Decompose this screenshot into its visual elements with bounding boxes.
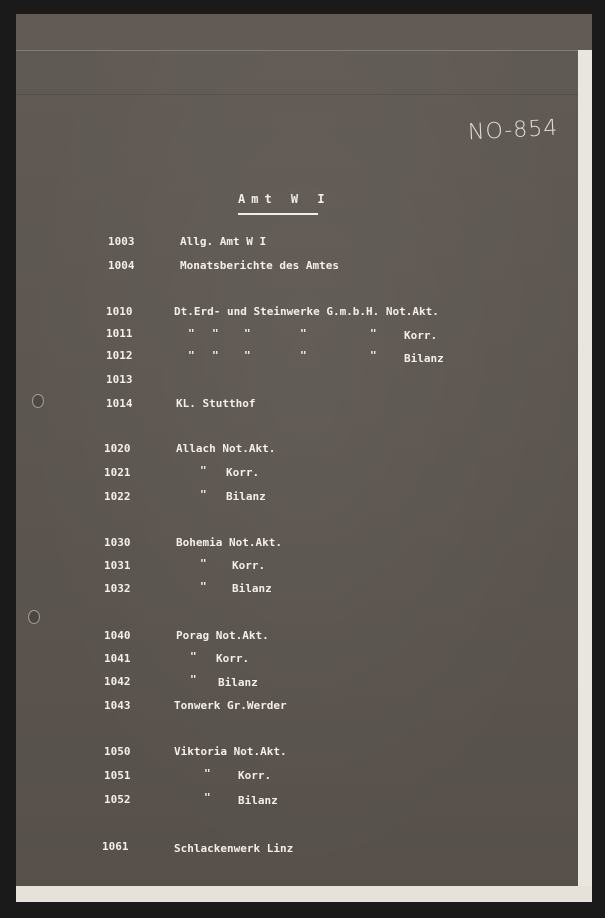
entry-code-1050: 1050 bbox=[104, 745, 131, 758]
ditto-mark: " bbox=[190, 650, 197, 663]
ditto-mark: " bbox=[300, 349, 307, 362]
entry-code-1032: 1032 bbox=[104, 582, 131, 595]
entry-code-1061: 1061 bbox=[102, 840, 129, 853]
punch-hole-lower bbox=[28, 610, 40, 624]
entry-code-1004: 1004 bbox=[108, 259, 135, 272]
ditto-mark: " bbox=[244, 327, 251, 340]
document-title: Amt W I bbox=[238, 192, 331, 206]
paper-right-edge bbox=[578, 50, 592, 902]
entry-text-1011: Korr. bbox=[404, 329, 438, 342]
entry-code-1011: 1011 bbox=[106, 327, 133, 340]
entry-code-1020: 1020 bbox=[104, 442, 131, 455]
entry-code-1031: 1031 bbox=[104, 559, 131, 572]
ditto-mark: " bbox=[188, 327, 195, 340]
entry-text-1020: Allach Not.Akt. bbox=[176, 442, 276, 455]
ditto-mark: " bbox=[370, 327, 377, 340]
entry-code-1030: 1030 bbox=[104, 536, 131, 549]
entry-code-1043: 1043 bbox=[104, 699, 131, 712]
entry-code-1051: 1051 bbox=[104, 769, 131, 782]
ditto-mark: " bbox=[188, 349, 195, 362]
entry-text-1043: Tonwerk Gr.Werder bbox=[174, 699, 287, 712]
paper-bottom-edge bbox=[16, 886, 592, 902]
ditto-mark: " bbox=[370, 349, 377, 362]
entry-text-1004: Monatsberichte des Amtes bbox=[180, 259, 339, 272]
ditto-mark: " bbox=[204, 767, 211, 780]
entry-text-1050: Viktoria Not.Akt. bbox=[174, 745, 287, 758]
ditto-mark: " bbox=[244, 349, 251, 362]
ditto-mark: " bbox=[212, 349, 219, 362]
entry-code-1040: 1040 bbox=[104, 629, 131, 642]
ditto-mark: " bbox=[204, 791, 211, 804]
ditto-mark: " bbox=[200, 557, 207, 570]
entry-code-1014: 1014 bbox=[106, 397, 133, 410]
entry-text-1042: Bilanz bbox=[218, 676, 258, 689]
entry-text-1040: Porag Not.Akt. bbox=[176, 629, 269, 642]
ditto-mark: " bbox=[212, 327, 219, 340]
entry-code-1022: 1022 bbox=[104, 490, 131, 503]
page-fold-line bbox=[16, 94, 592, 95]
entry-text-1021: Korr. bbox=[226, 466, 260, 479]
document-page bbox=[16, 14, 592, 902]
entry-text-1030: Bohemia Not.Akt. bbox=[176, 536, 282, 549]
entry-text-1003: Allg. Amt W I bbox=[180, 235, 267, 248]
entry-code-1042: 1042 bbox=[104, 675, 131, 688]
entry-text-1031: Korr. bbox=[232, 559, 266, 572]
entry-text-1051: Korr. bbox=[238, 769, 272, 782]
entry-text-1022: Bilanz bbox=[226, 490, 266, 503]
entry-code-1041: 1041 bbox=[104, 652, 131, 665]
handwritten-reference: NO-854 bbox=[467, 115, 559, 146]
ditto-mark: " bbox=[200, 464, 207, 477]
entry-text-1012: Bilanz bbox=[404, 352, 444, 365]
entry-code-1012: 1012 bbox=[106, 349, 133, 362]
entry-text-1010: Dt.Erd- und Steinwerke G.m.b.H. Not.Akt. bbox=[174, 305, 439, 318]
entry-code-1013: 1013 bbox=[106, 373, 133, 386]
page-top-band bbox=[16, 14, 592, 51]
title-underline bbox=[238, 213, 318, 215]
punch-hole-upper bbox=[32, 394, 44, 408]
entry-text-1061: Schlackenwerk Linz bbox=[174, 842, 294, 855]
entry-code-1010: 1010 bbox=[106, 305, 133, 318]
ditto-mark: " bbox=[200, 488, 207, 501]
entry-code-1052: 1052 bbox=[104, 793, 131, 806]
entry-code-1003: 1003 bbox=[108, 235, 135, 248]
entry-text-1014: KL. Stutthof bbox=[176, 397, 256, 410]
entry-text-1041: Korr. bbox=[216, 652, 250, 665]
ditto-mark: " bbox=[300, 327, 307, 340]
ditto-mark: " bbox=[200, 580, 207, 593]
entry-text-1032: Bilanz bbox=[232, 582, 272, 595]
entry-code-1021: 1021 bbox=[104, 466, 131, 479]
entry-text-1052: Bilanz bbox=[238, 794, 278, 807]
ditto-mark: " bbox=[190, 673, 197, 686]
